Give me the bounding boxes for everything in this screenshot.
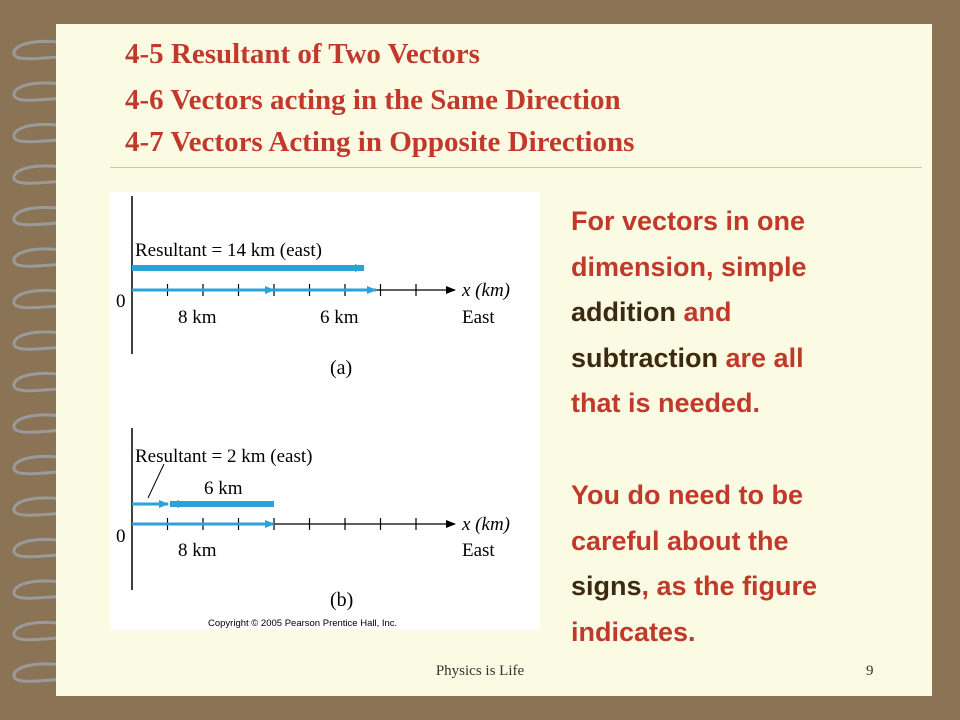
- caption-a: (a): [330, 357, 353, 379]
- term-addition: addition: [571, 297, 676, 327]
- vector-back-label-b: 6 km: [204, 478, 243, 499]
- body-line: For vectors in one: [571, 206, 806, 236]
- axis-label-a: x (km): [462, 280, 510, 301]
- origin-label-b: 0: [116, 526, 126, 547]
- vector1-label-b: 8 km: [178, 540, 217, 561]
- direction-label-a: East: [462, 307, 495, 328]
- copyright-note: Copyright © 2005 Pearson Prentice Hall, Inc.: [208, 618, 398, 629]
- title-line-1: 4-5 Resultant of Two Vectors: [125, 38, 480, 70]
- body-line: subtraction are all: [571, 342, 804, 373]
- vector2-label-a: 6 km: [320, 307, 359, 328]
- resultant-label-a: Resultant = 14 km (east): [135, 240, 322, 261]
- term-subtraction: subtraction: [571, 342, 719, 373]
- term-signs: signs: [571, 571, 642, 601]
- body-line: that is needed.: [571, 388, 761, 418]
- axis-label-b: x (km): [462, 514, 510, 535]
- title-line-2: 4-6 Vectors acting in the Same Direction: [125, 84, 621, 116]
- origin-label-a: 0: [116, 291, 126, 312]
- body-line: indicates.: [571, 616, 696, 647]
- resultant-label-b: Resultant = 2 km (east): [135, 446, 313, 467]
- body-line: dimension, simple: [571, 251, 807, 282]
- body-line: addition and: [571, 297, 732, 327]
- vector-figure: [110, 192, 540, 630]
- body-line: You do need to be: [571, 480, 803, 510]
- resultant-pointer-b: [148, 464, 164, 498]
- body-paragraph-1: [571, 199, 807, 427]
- body-line: signs, as the figure: [571, 571, 818, 601]
- direction-label-b: East: [462, 540, 495, 561]
- caption-b: (b): [330, 589, 354, 611]
- page-number: 9: [866, 663, 874, 679]
- title-line-3: 4-7 Vectors Acting in Opposite Directions: [125, 126, 635, 158]
- title-divider: [110, 167, 922, 168]
- vector1-label-a: 8 km: [178, 307, 217, 328]
- footer-text: Physics is Life: [435, 663, 525, 679]
- body-paragraph-2: [571, 473, 817, 655]
- body-line: careful about the: [571, 525, 789, 556]
